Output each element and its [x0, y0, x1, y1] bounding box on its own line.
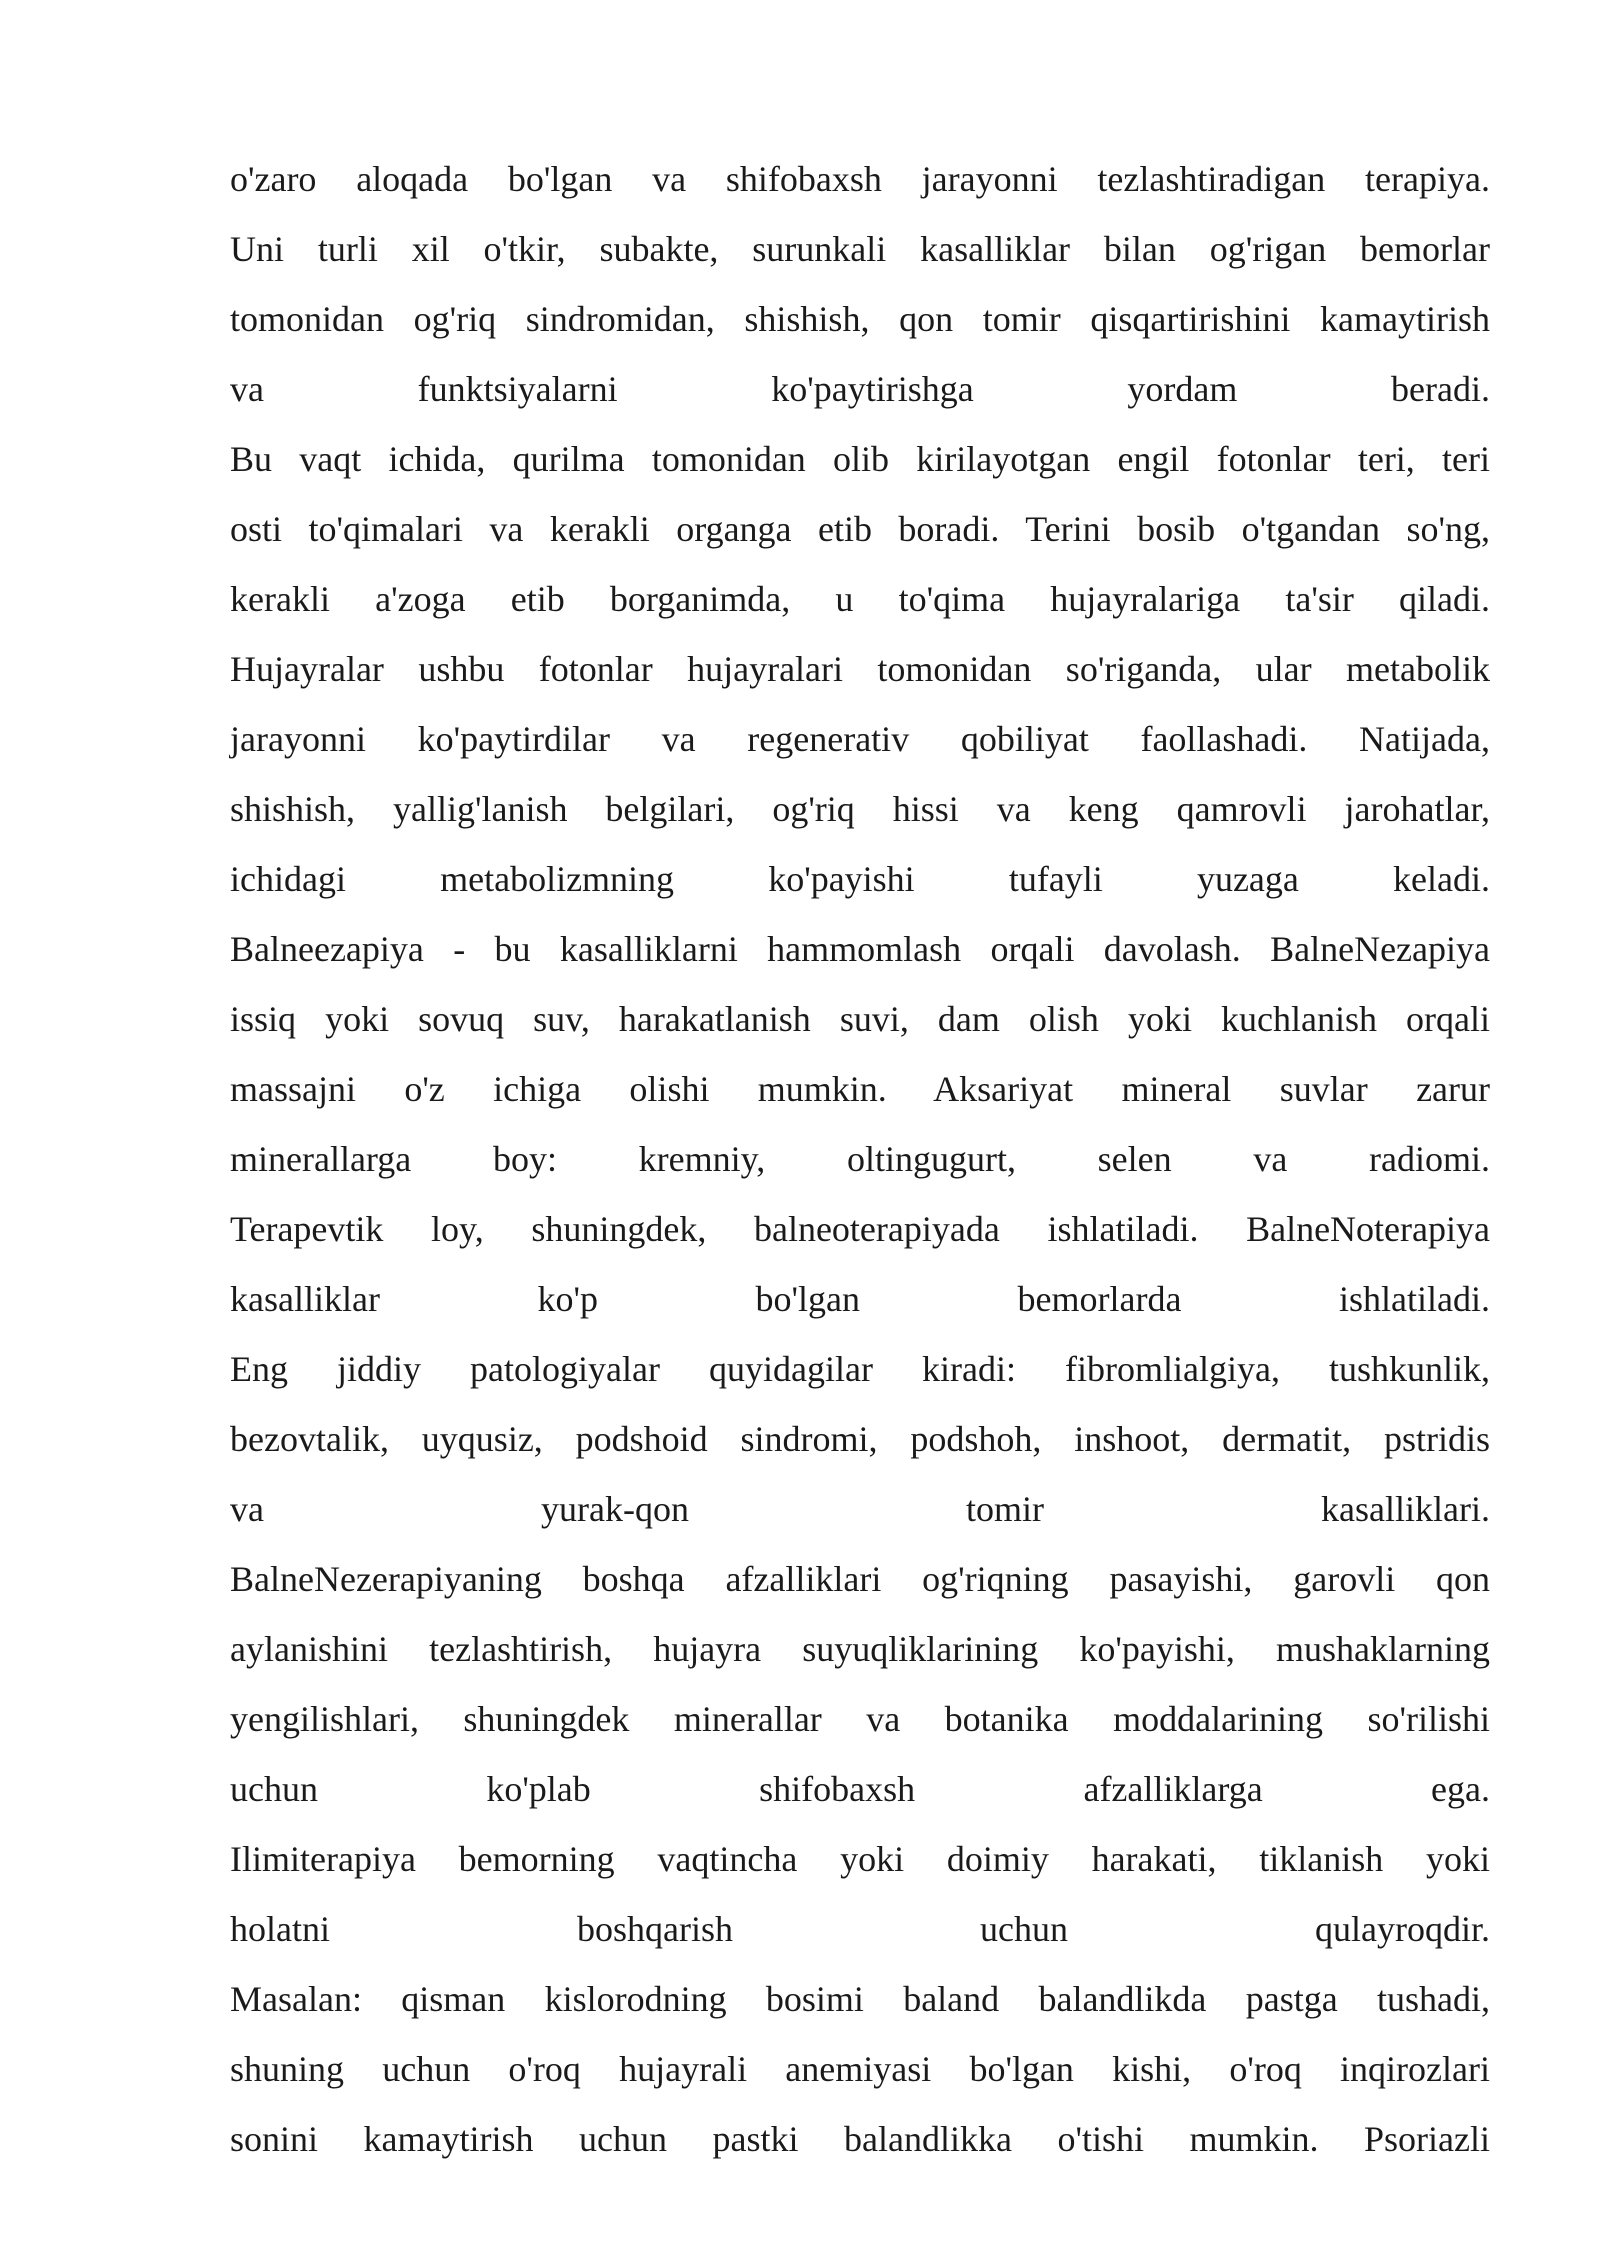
text-line: tomonidan og'riq sindromidan, shishish, qon tomir qisqartirishini kamaytirish: [230, 299, 1490, 339]
text-line: Hujayralar ushbu fotonlar hujayralari tomonidan so'riganda, ular metabolik: [230, 649, 1490, 689]
text-line: minerallarga boy: kremniy, oltingugurt, selen va radiomi.: [230, 1139, 1490, 1179]
text-line: uchun ko'plab shifobaxsh afzalliklarga ega.: [230, 1769, 1490, 1809]
text-line: Uni turli xil o'tkir, subakte, surunkali kasalliklar bilan og'rigan bemorlar: [230, 229, 1490, 269]
text-line: aylanishini tezlashtirish, hujayra suyuqliklarining ko'payishi, mushaklarning: [230, 1629, 1490, 1669]
text-line: shishish, yallig'lanish belgilari, og'riq hissi va keng qamrovli jarohatlar,: [230, 789, 1490, 829]
text-line: BalneNezerapiyaning boshqa afzalliklari og'riqning pasayishi, garovli qon: [230, 1559, 1490, 1599]
text-line: issiq yoki sovuq suv, harakatlanish suvi, dam olish yoki kuchlanish orqali: [230, 999, 1490, 1039]
text-line: Terapevtik loy, shuningdek, balneoterapiyada ishlatiladi. BalneNoterapiya: [230, 1209, 1490, 1249]
text-line: o'zaro aloqada bo'lgan va shifobaxsh jarayonni tezlashtiradigan terapiya.: [230, 159, 1490, 199]
text-line: bezovtalik, uyqusiz, podshoid sindromi, podshoh, inshoot, dermatit, pstridis: [230, 1419, 1490, 1459]
text-line: Ilimiterapiya bemorning vaqtincha yoki doimiy harakati, tiklanish yoki: [230, 1839, 1490, 1879]
text-line: holatni boshqarish uchun qulayroqdir.: [230, 1909, 1490, 1949]
text-line: Eng jiddiy patologiyalar quyidagilar kiradi: fibromlialgiya, tushkunlik,: [230, 1349, 1490, 1389]
text-line: jarayonni ko'paytirdilar va regenerativ qobiliyat faollashadi. Natijada,: [230, 719, 1490, 759]
text-line: Bu vaqt ichida, qurilma tomonidan olib kirilayotgan engil fotonlar teri, teri: [230, 439, 1490, 479]
text-line: va yurak-qon tomir kasalliklari.: [230, 1489, 1490, 1529]
text-line: kerakli a'zoga etib borganimda, u to'qima hujayralariga ta'sir qiladi.: [230, 579, 1490, 619]
text-line: kasalliklar ko'p bo'lgan bemorlarda ishlatiladi.: [230, 1279, 1490, 1319]
text-line: Balneezapiya - bu kasalliklarni hammomlash orqali davolash. BalneNezapiya: [230, 929, 1490, 969]
text-line: shuning uchun o'roq hujayrali anemiyasi bo'lgan kishi, o'roq inqirozlari: [230, 2049, 1490, 2089]
text-line: ichidagi metabolizmning ko'payishi tufayli yuzaga keladi.: [230, 859, 1490, 899]
text-line: sonini kamaytirish uchun pastki balandlikka o'tishi mumkin. Psoriazli: [230, 2119, 1490, 2159]
text-line: osti to'qimalari va kerakli organga etib boradi. Terini bosib o'tgandan so'ng,: [230, 509, 1490, 549]
text-line: yengilishlari, shuningdek minerallar va botanika moddalarining so'rilishi: [230, 1699, 1490, 1739]
text-line: va funktsiyalarni ko'paytirishga yordam beradi.: [230, 369, 1490, 409]
text-line: Masalan: qisman kislorodning bosimi baland balandlikda pastga tushadi,: [230, 1979, 1490, 2019]
text-line: massajni o'z ichiga olishi mumkin. Aksariyat mineral suvlar zarur: [230, 1069, 1490, 1109]
body-text: [230, 144, 1490, 2174]
